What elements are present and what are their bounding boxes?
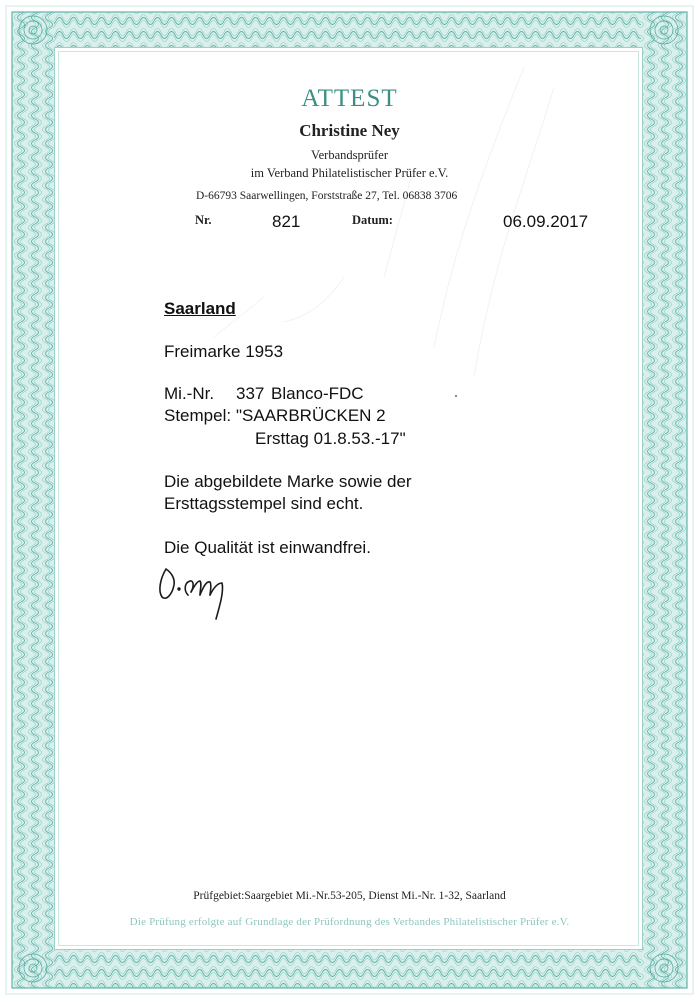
postmark-line-2: Ersttag 01.8.53.-17" <box>255 429 406 448</box>
stamp-issue: Freimarke 1953 <box>164 342 284 361</box>
catalog-number: 337 <box>236 384 265 403</box>
date-label: Datum: <box>352 213 393 227</box>
signature-icon <box>154 565 244 625</box>
quality-statement: Die Qualität ist einwandfrei. <box>164 538 371 557</box>
postmark-label: Stempel: <box>164 406 232 425</box>
certificate-title: ATTEST <box>301 85 398 112</box>
catalog-type: Blanco-FDC <box>271 384 364 403</box>
catalog-number-label: Mi.-Nr. <box>164 384 215 403</box>
examiner-association: im Verband Philatelistischer Prüfer e.V. <box>250 166 449 180</box>
postmark-line-1: "SAARBRÜCKEN 2 <box>236 406 386 425</box>
statement-line-1: Die abgebildete Marke sowie der <box>164 472 412 491</box>
examiner-address: D-66793 Saarwellingen, Forststraße 27, Tel. 06838 3706 <box>196 190 458 202</box>
certificate-number: 821 <box>272 212 301 231</box>
examiner-role: Verbandsprüfer <box>310 148 389 162</box>
examiner-name: Christine Ney <box>299 121 400 140</box>
examination-scope: Prüfgebiet:Saargebiet Mi.-Nr.53-205, Dienst Mi.-Nr. 1-32, Saarland <box>193 890 506 902</box>
statement-line-2: Ersttagsstempel sind echt. <box>164 494 364 513</box>
examination-rules-note: Die Prüfung erfolgte auf Grundlage der Prüfordnung des Verbandes Philatelistischer Prüfer e.V. <box>129 916 570 928</box>
number-label: Nr. <box>195 213 212 227</box>
paper-speck <box>455 395 457 397</box>
certificate-date: 06.09.2017 <box>503 212 589 231</box>
country-heading: Saarland <box>164 299 236 318</box>
